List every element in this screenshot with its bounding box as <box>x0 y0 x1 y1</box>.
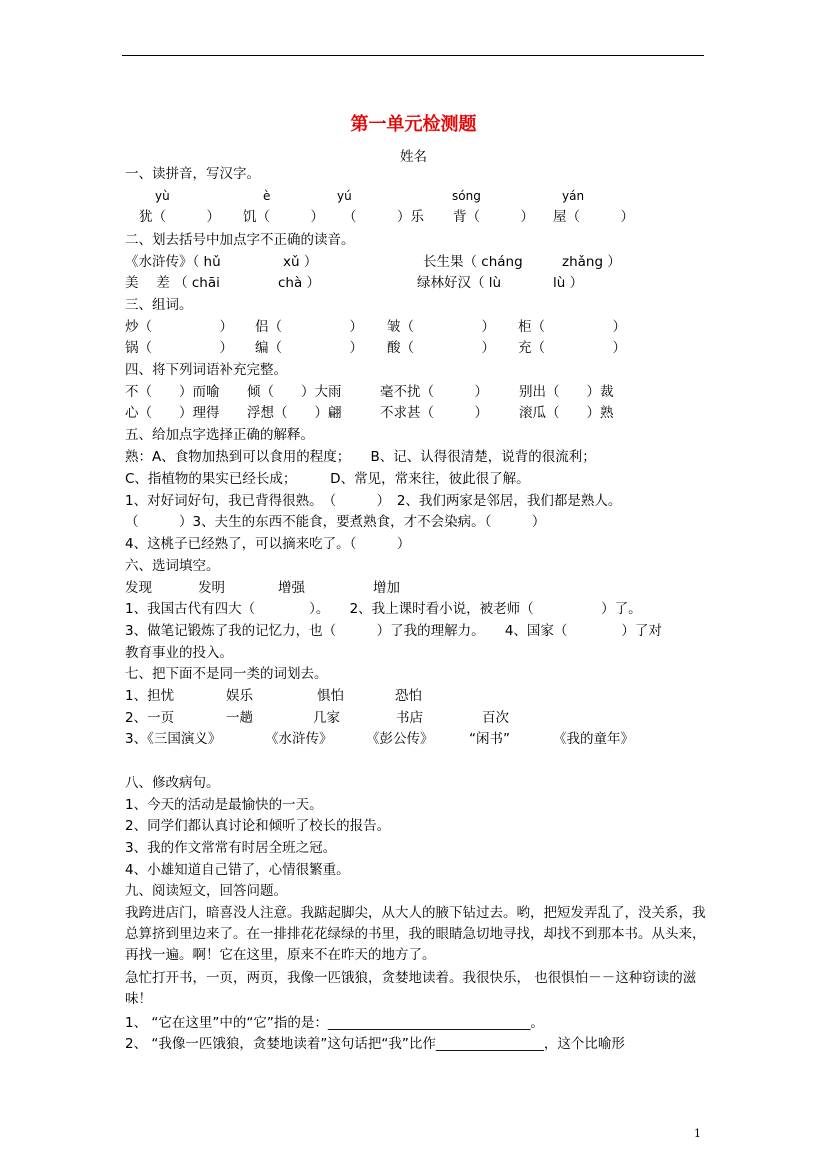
word-item: 百次 <box>482 710 509 726</box>
section-4-row <box>125 382 707 402</box>
word-item: 3、《三国演义》 <box>125 731 222 747</box>
page-number: 1 <box>694 1127 701 1140</box>
idiom-blank: 不求甚（ ） <box>380 405 488 421</box>
blank-item: 犹（ ） <box>139 209 220 225</box>
idiom-blank: 滚瓜（ ）熟 <box>519 405 614 421</box>
blank-item: 背（ ） <box>453 209 534 225</box>
word-item: 一趟 <box>226 710 253 726</box>
word-choice: 发现 <box>125 580 152 596</box>
word-item: 惧怕 <box>317 688 344 704</box>
section-1-items <box>125 207 707 227</box>
reading-item: 长生果（ cháng <box>423 254 523 270</box>
sentence-line: 1、今天的活动是最愉快的一天。 <box>125 797 323 813</box>
page-title: 第一单元检测题 <box>350 114 477 135</box>
idiom-blank: 浮想（ ）翩 <box>247 405 342 421</box>
section-8-heading: 八、修改病句。 <box>125 775 220 791</box>
word-blank: 编（ ） <box>255 340 363 356</box>
word-group-row <box>125 708 707 728</box>
word-item: 《水浒传》 <box>265 731 333 747</box>
pinyin: yú <box>337 189 352 203</box>
idiom-blank: 毫不扰（ ） <box>380 384 488 400</box>
section-2-row <box>125 252 707 272</box>
word-blank: 柜（ ） <box>518 319 626 335</box>
section-5-heading: 五、给加点字选择正确的解释。 <box>125 427 314 443</box>
name-label: 姓名 <box>400 149 427 165</box>
word-blank: 酸（ ） <box>387 340 495 356</box>
word-item: “闲书” <box>469 731 510 747</box>
word-choice: 增强 <box>278 580 305 596</box>
word-item: 《我的童年》 <box>553 731 634 747</box>
blank-item: （ ）乐 <box>343 209 424 225</box>
reading-item: lù ） <box>553 275 584 291</box>
word-item: 书店 <box>396 710 423 726</box>
pinyin: è <box>263 189 271 203</box>
section-3-row <box>125 338 707 358</box>
word-blank: 充（ ） <box>518 340 626 356</box>
section-7-heading: 七、把下面不是同一类的词划去。 <box>125 666 328 682</box>
header-rule <box>122 55 704 56</box>
idiom-blank: 别出（ ）裁 <box>519 384 614 400</box>
reading-item: xǔ ） <box>283 254 318 270</box>
question-line: 教育事业的投入。 <box>125 645 233 661</box>
question-line: 3、做笔记锻炼了我的记忆力，也（ ）了我的理解力。 4、国家（ ）了对 <box>125 623 662 639</box>
word-item: 娱乐 <box>226 688 253 704</box>
pinyin-row <box>125 186 707 204</box>
reading-item: zhǎng ） <box>562 254 621 270</box>
reading-item: 绿林好汉（ lù <box>417 275 502 291</box>
word-choice: 发明 <box>198 580 225 596</box>
idiom-blank: 不（ ）而喻 <box>125 384 220 400</box>
question-line: 2、 “我像一匹饿狼，贪婪地读着”这句话把“我”比作________________，这个比喻形 <box>125 1036 625 1052</box>
word-item: 几家 <box>313 710 340 726</box>
question-line: 1、我国古代有四大（ ）。 2、我上课时看小说，被老师（ ）了。 <box>125 601 642 617</box>
question-line: 1、 “它在这里”中的“它”指的是：______________________________。 <box>125 1015 544 1031</box>
question-line: 4、这桃子已经熟了，可以摘来吃了。（ ） <box>125 536 411 552</box>
reading-item: 《水浒传》（ hǔ <box>125 254 221 270</box>
reading-passage: 我跨进店门，暗喜没人注意。我踮起脚尖，从大人的腋下钻过去。哟，把短发弄乱了，没关系，我总算挤到里边来了。在一排排花花绿绿的书里，我的眼睛急切地寻找，却找不到那本书。从头来，再找一遍。啊！它在这里，原来不在昨天的地方了。 <box>125 905 706 963</box>
question-line: 1、对好词好句，我已背得很熟。 （ ） 2、我们两家是邻居，我们都是熟人。 <box>125 493 622 509</box>
word-choice: 增加 <box>373 580 400 596</box>
pinyin: yù <box>155 189 170 203</box>
sentence-line: 4、小雄知道自己错了，心情很繁重。 <box>125 862 350 878</box>
section-6-heading: 六、选词填空。 <box>125 558 220 574</box>
word-group-row <box>125 686 707 706</box>
word-blank: 炒（ ） <box>125 319 233 335</box>
idiom-blank: 心（ ）理得 <box>125 405 220 421</box>
section-3-heading: 三、组词。 <box>125 297 193 313</box>
word-item: 恐怕 <box>395 688 422 704</box>
pinyin: yán <box>562 189 585 203</box>
question-line: （ ）3、夫生的东西不能食，要煮熟食，才不会染病。（ ） <box>125 514 546 530</box>
reading-passage: 急忙打开书，一页，两页，我像一匹饿狼，贪婪地读着。我很快乐， 也很惧怕－－这种窃读的滋味！ <box>125 970 697 1007</box>
section-3-row <box>125 317 707 337</box>
word-item: 《彭公传》 <box>366 731 434 747</box>
word-item: 2、一页 <box>125 710 175 726</box>
word-item: 1、担忧 <box>125 688 175 704</box>
idiom-blank: 倾（ ）大雨 <box>247 384 342 400</box>
word-blank: 皱（ ） <box>387 319 495 335</box>
word-blank: 锅（ ） <box>125 340 233 356</box>
word-blank: 侣（ ） <box>255 319 363 335</box>
blank-item: 饥（ ） <box>243 209 324 225</box>
section-9-heading: 九、阅读短文，回答问题。 <box>125 883 287 899</box>
sentence-line: 3、我的作文常常有时居全班之冠。 <box>125 840 337 856</box>
section-2-row <box>125 273 707 293</box>
section-4-heading: 四、将下列词语补充完整。 <box>125 362 287 378</box>
section-1-heading: 一、读拼音，写汉字。 <box>125 166 260 182</box>
word-choices <box>125 578 707 598</box>
reading-item: chà ） <box>278 275 321 291</box>
section-2-heading: 二、划去括号中加点字不正确的读音。 <box>125 232 355 248</box>
definition-line: 熟：A、食物加热到可以食用的程度； B、记、认得很清楚，说背的很流利； <box>125 449 596 465</box>
section-4-row <box>125 403 707 423</box>
reading-item: 美 差 （ chāi <box>125 275 220 291</box>
blank-item: 屋（ ） <box>553 209 634 225</box>
word-group-row <box>125 729 707 749</box>
pinyin: sóng <box>452 189 481 203</box>
definition-line: C、指植物的果实已经长成； D、常见，常来往，彼此很了解。 <box>125 471 530 487</box>
sentence-line: 2、同学们都认真讨论和倾听了校长的报告。 <box>125 818 391 834</box>
